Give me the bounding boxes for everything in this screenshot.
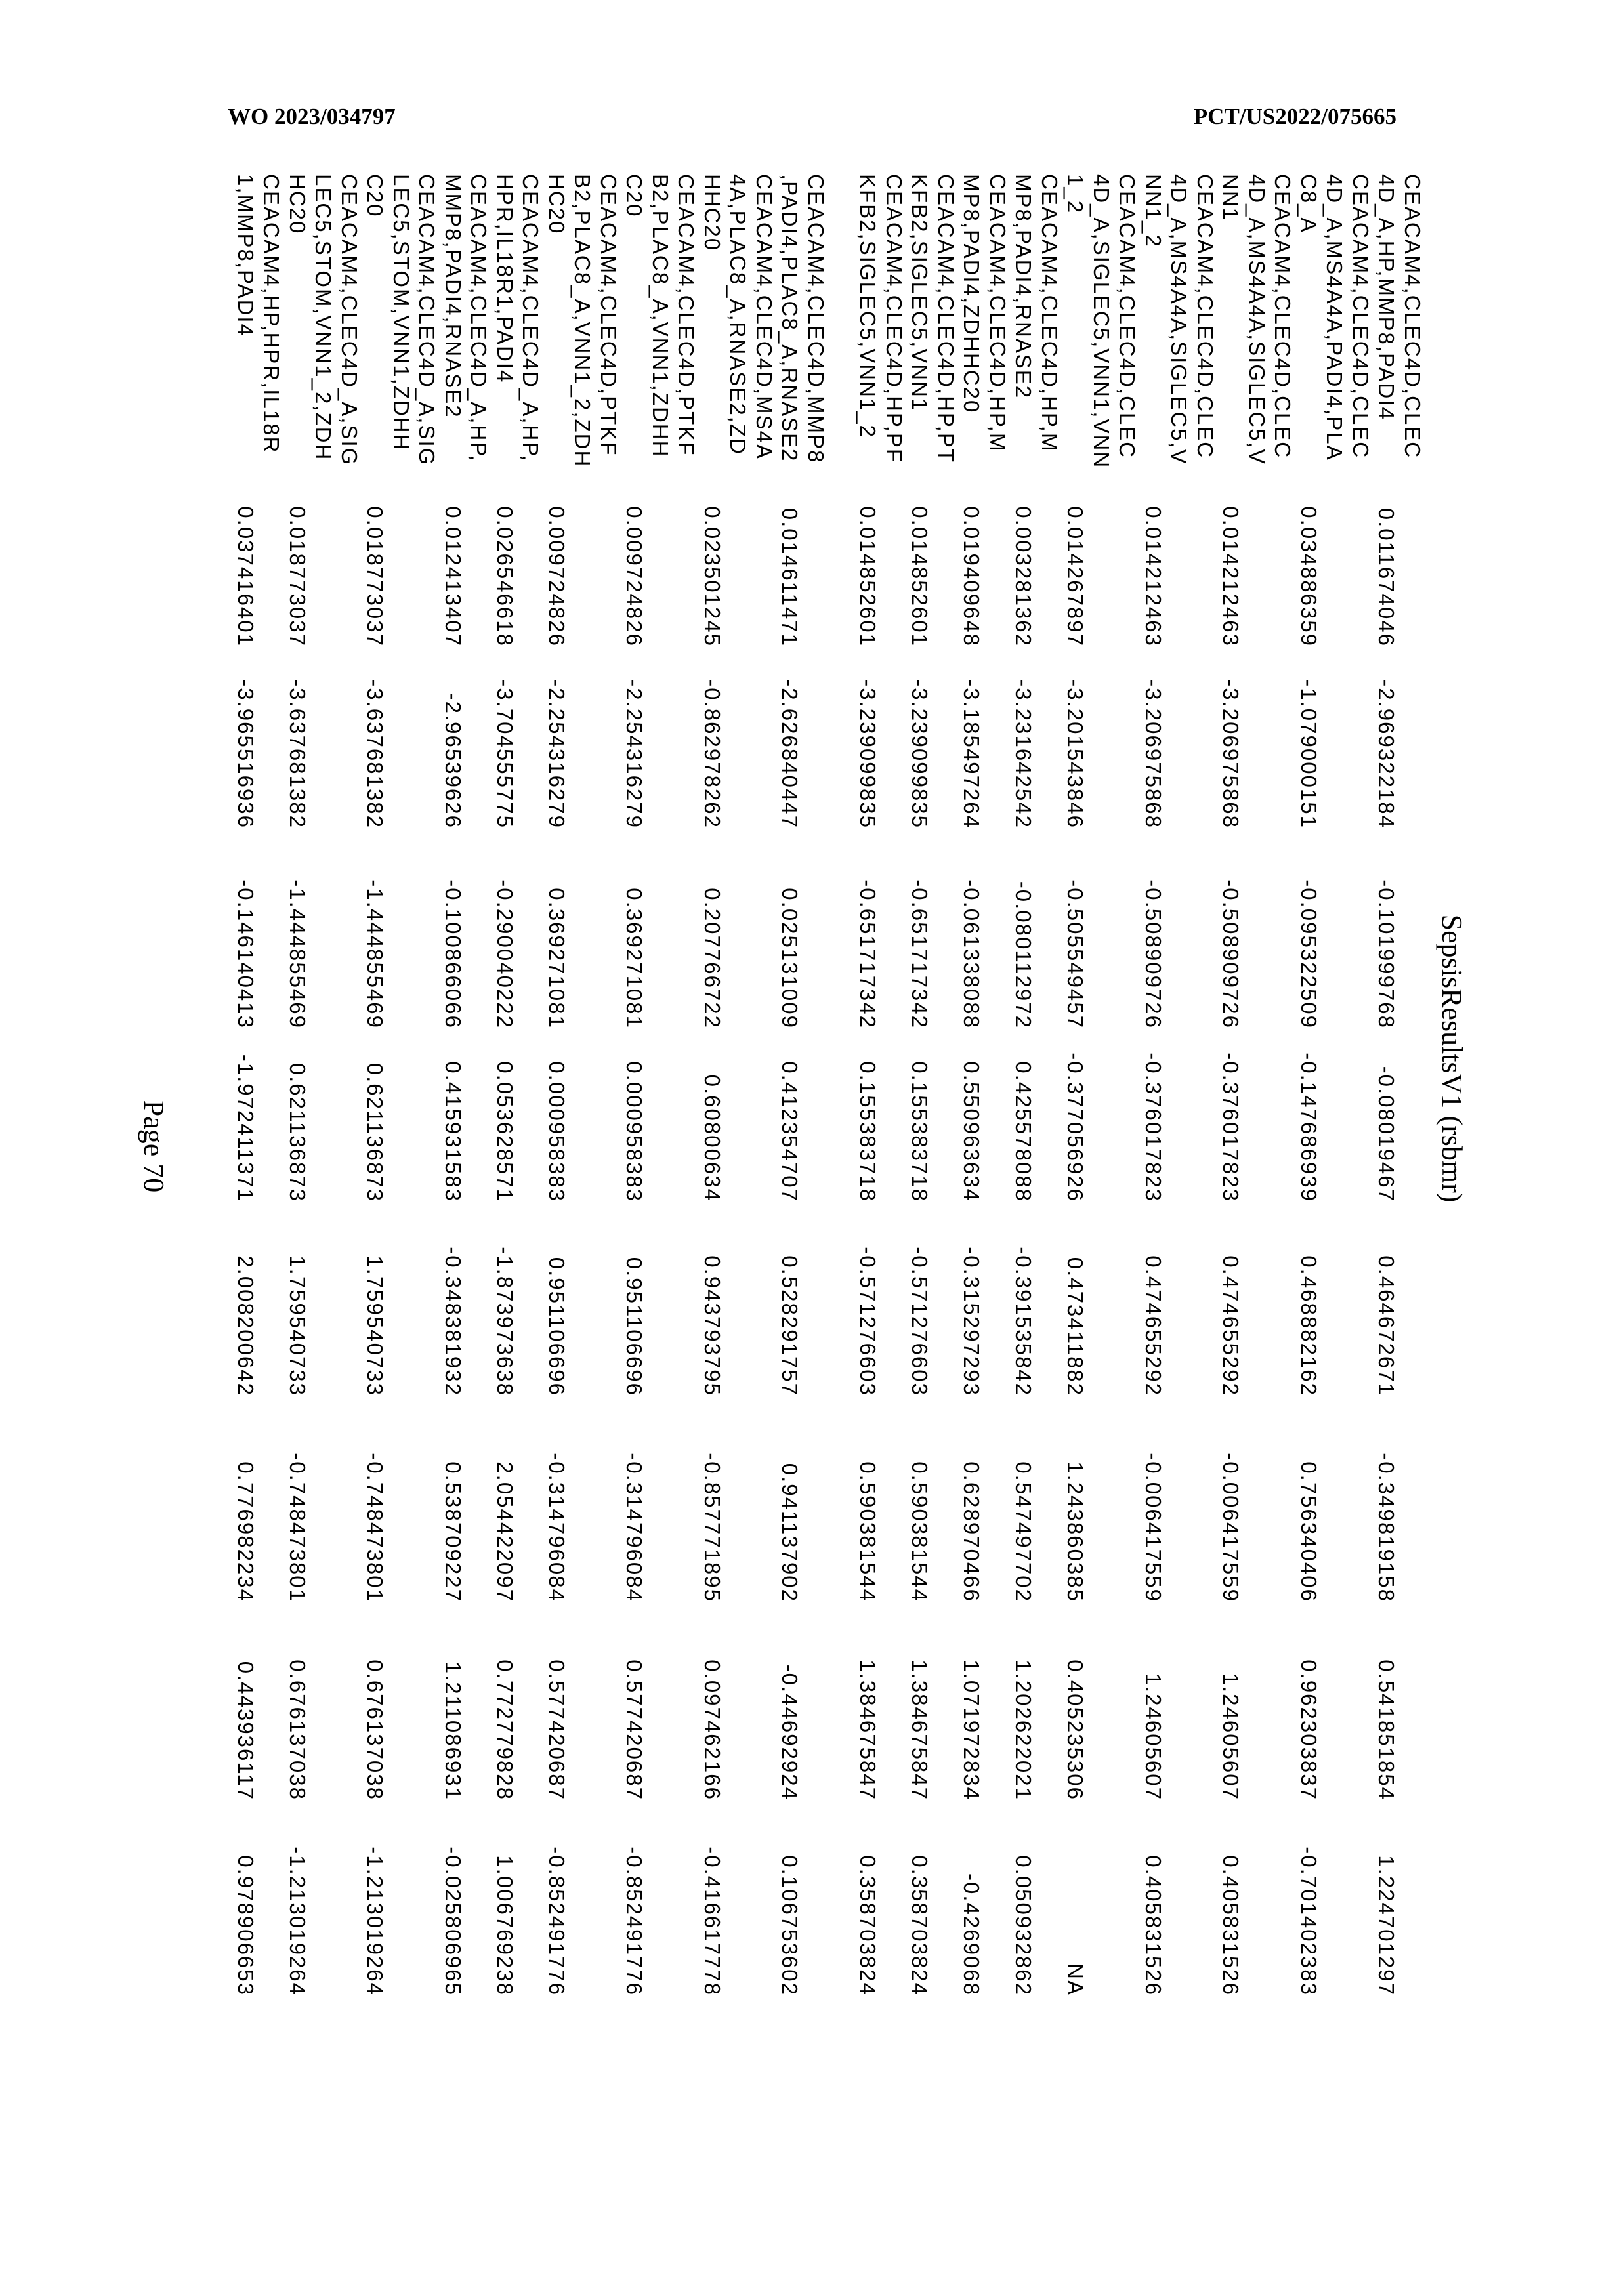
value-cell: -0.862978262: [700, 645, 726, 829]
gene-set-line: CEACAM4,CLEC4D,HP,M: [985, 174, 1011, 502]
application-number: PCT/US2022/075665: [1194, 104, 1396, 130]
value-cell: -3.637681382: [362, 645, 388, 829]
table-row: [1062, 174, 1141, 2011]
gene-set-line: MMP8,PADI4,RNASE2: [440, 174, 467, 502]
value-cell: 0.621136873: [362, 1018, 388, 1202]
value-cell: 0.473411882: [1062, 1213, 1089, 1396]
value-cell: 0.628970466: [959, 1419, 985, 1602]
value-cell: -0.101999768: [1374, 845, 1400, 1029]
value-cell: 0.412354707: [777, 1018, 803, 1202]
value-cell: -0.290040222: [492, 845, 518, 1029]
value-cell: 0.541851854: [1374, 1617, 1400, 1801]
value-cell: 0.011674046: [1374, 463, 1400, 647]
value-cell: 2.054422097: [492, 1419, 518, 1602]
gene-set-line: C20: [362, 174, 388, 502]
gene-set-line: CEACAM4,CLEC4D_A,SIG: [414, 174, 440, 502]
value-cell: 0.053628571: [492, 1018, 518, 1202]
value-cell: -0.377056926: [1062, 1018, 1089, 1202]
gene-set-line: CEACAM4,CLEC4D,CLEC: [1400, 174, 1426, 502]
gene-set-line: CEACAM4,CLEC4D,HP,M: [1037, 174, 1063, 502]
gene-set-cell: [1141, 174, 1219, 502]
value-cell: 0.050932862: [1011, 1812, 1037, 1996]
value-cell: 0.014212463: [1141, 463, 1167, 647]
gene-set-line: MP8,PADI4,ZDHHC20: [959, 174, 985, 502]
value-cell: 0.951106696: [621, 1213, 648, 1396]
value-cell: -0.147686939: [1296, 1018, 1322, 1202]
value-cell: 0.676137038: [285, 1617, 311, 1801]
gene-set-line: CEACAM4,CLEC4D_A,HP,: [466, 174, 492, 502]
table-row: [621, 174, 700, 2011]
value-cell: 1.24605607: [1218, 1617, 1244, 1801]
table-row: [1218, 174, 1296, 2011]
gene-set-cell: [621, 174, 700, 502]
gene-set-cell: [362, 174, 440, 502]
table-row: [777, 174, 829, 2011]
gene-set-line: CEACAM4,HP,HPR,IL18R: [259, 174, 285, 502]
value-cell: 1.384675847: [855, 1617, 881, 1801]
value-cell: 0.621136873: [285, 1018, 311, 1202]
value-cell: 0.369271081: [544, 845, 570, 1029]
value-cell: -0.416617778: [700, 1812, 726, 1996]
gene-set-line: 4D_A,MS4A4A,SIGLEC5,V: [1166, 174, 1192, 502]
value-cell: 1.202622021: [1011, 1617, 1037, 1801]
gene-set-line: CEACAM4,CLEC4D,CLEC: [1192, 174, 1219, 502]
value-cell: 0.358703824: [907, 1812, 933, 1996]
value-cell: 0.405831526: [1141, 1812, 1167, 1996]
value-cell: -0.376017823: [1218, 1018, 1244, 1202]
gene-set-cell: [907, 174, 959, 502]
value-cell: -0.852491776: [621, 1812, 648, 1996]
table-row: [440, 174, 492, 2011]
gene-set-line: ,PADI4,PLAC8_A,RNASE2: [777, 174, 803, 502]
value-cell: 0.425578088: [1011, 1018, 1037, 1202]
gene-set-line: 4D_A,MS4A4A,SIGLEC5,V: [1244, 174, 1270, 502]
gene-set-line: CEACAM4,CLEC4D,PTKF: [596, 174, 622, 502]
table-row: [907, 174, 959, 2011]
table-title: SepsisResultsV1 (rsbmr): [1435, 915, 1469, 1203]
gene-set-line: CEACAM4,CLEC4D_A,SIG: [337, 174, 363, 502]
value-cell: 0.014852601: [907, 463, 933, 647]
value-cell: -0.748473801: [285, 1419, 311, 1602]
value-cell: -0.315297293: [959, 1213, 985, 1396]
value-cell: 0.772779828: [492, 1617, 518, 1801]
gene-set-line: CEACAM4,CLEC4D_A,HP,: [518, 174, 544, 502]
value-cell: -0.080112972: [1011, 845, 1037, 1029]
value-cell: 0.019409648: [959, 463, 985, 647]
value-cell: 0.155383718: [907, 1018, 933, 1202]
value-cell: 0.014611471: [777, 463, 803, 647]
gene-set-line: CEACAM4,CLEC4D,HP,PT: [933, 174, 959, 502]
value-cell: -0.651717342: [907, 845, 933, 1029]
table-row: [362, 174, 440, 2011]
value-cell: 1.211086931: [440, 1617, 467, 1801]
value-cell: 0.962303837: [1296, 1617, 1322, 1801]
value-cell: 0.037416401: [233, 463, 259, 647]
value-cell: 1.006769238: [492, 1812, 518, 1996]
value-cell: 0.106753602: [777, 1812, 803, 1996]
gene-set-line: C8_A: [1296, 174, 1322, 502]
value-cell: -0.4269068: [959, 1812, 985, 1996]
gene-set-cell: [1062, 174, 1141, 502]
value-cell: 0.443936117: [233, 1617, 259, 1801]
gene-set-line: 4D_A,MS4A4A,PADI4,PLA: [1322, 174, 1348, 502]
gene-set-line: KFB2,SIGLEC5,VNN1: [907, 174, 933, 502]
value-cell: -3.206975868: [1218, 645, 1244, 829]
gene-set-line: HHC20: [700, 174, 726, 502]
value-cell: -0.006417559: [1141, 1419, 1167, 1602]
value-cell: 0.590381544: [855, 1419, 881, 1602]
value-cell: 0.026546618: [492, 463, 518, 647]
gene-set-cell: [959, 174, 1011, 502]
value-cell: 0.415931583: [440, 1018, 467, 1202]
gene-set-line: CEACAM4,CLEC4D,MMP8: [803, 174, 830, 502]
value-cell: -0.651717342: [855, 845, 881, 1029]
value-cell: -0.314796084: [544, 1419, 570, 1602]
value-cell: 0.014212463: [1218, 463, 1244, 647]
gene-set-line: MP8,PADI4,RNASE2: [1011, 174, 1037, 502]
gene-set-cell: [440, 174, 492, 502]
gene-set-cell: [233, 174, 285, 502]
gene-set-line: CEACAM4,CLEC4D,CLEC: [1348, 174, 1374, 502]
page-number: Page 70: [137, 1100, 171, 1193]
gene-set-cell: [855, 174, 907, 502]
value-cell: 0.009724826: [621, 463, 648, 647]
value-cell: NA: [1062, 1812, 1089, 1996]
value-cell: -3.704555775: [492, 645, 518, 829]
value-cell: -1.213019264: [285, 1812, 311, 1996]
value-cell: 0.155383718: [855, 1018, 881, 1202]
publication-number: WO 2023/034797: [228, 104, 396, 130]
value-cell: 0.538709227: [440, 1419, 467, 1602]
value-cell: 0.590381544: [907, 1419, 933, 1602]
gene-set-line: CEACAM4,CLEC4D,PTKF: [673, 174, 700, 502]
value-cell: -0.025806965: [440, 1812, 467, 1996]
value-cell: 0.018773037: [362, 463, 388, 647]
value-cell: 0.023501245: [700, 463, 726, 647]
gene-set-line: NN1_2: [1141, 174, 1167, 502]
value-cell: 1.224701297: [1374, 1812, 1400, 1996]
gene-set-line: NN1: [1218, 174, 1244, 502]
value-cell: 0.405831526: [1218, 1812, 1244, 1996]
value-cell: -3.637681382: [285, 645, 311, 829]
value-cell: -0.391535842: [1011, 1213, 1037, 1396]
value-cell: -2.254316279: [621, 645, 648, 829]
value-cell: -0.505549457: [1062, 845, 1089, 1029]
value-cell: 0.577420687: [621, 1617, 648, 1801]
value-cell: 0.003281362: [1011, 463, 1037, 647]
table-row: [1296, 174, 1374, 2011]
value-cell: -0.571276603: [855, 1213, 881, 1396]
value-cell: -2.969322184: [1374, 645, 1400, 829]
value-cell: -3.201543846: [1062, 645, 1089, 829]
gene-set-line: CEACAM4,CLEC4D,CLEC: [1270, 174, 1296, 502]
gene-set-line: CEACAM4,CLEC4D,CLEC: [1114, 174, 1141, 502]
gene-set-line: KFB2,SIGLEC5,VNN1_2: [855, 174, 881, 502]
table-row: [959, 174, 1011, 2011]
gene-set-line: 4D_A,HP,MMP8,PADI4: [1374, 174, 1400, 502]
value-cell: 0.978906653: [233, 1812, 259, 1996]
table-row: [233, 174, 285, 2011]
value-cell: -1.444855469: [362, 845, 388, 1029]
value-cell: -1.444855469: [285, 845, 311, 1029]
gene-set-line: CEACAM4,CLEC4D,HP,PF: [881, 174, 908, 502]
gene-set-line: 1,MMP8,PADI4: [233, 174, 259, 502]
value-cell: 0.034886359: [1296, 463, 1322, 647]
value-cell: -0.146140413: [233, 845, 259, 1029]
value-cell: 1.384675847: [907, 1617, 933, 1801]
value-cell: 0.756340406: [1296, 1419, 1322, 1602]
value-cell: 0.550963634: [959, 1018, 985, 1202]
value-cell: 1.071972834: [959, 1617, 985, 1801]
table-row: [855, 174, 907, 2011]
value-cell: -3.231642542: [1011, 645, 1037, 829]
gene-set-cell: [1218, 174, 1296, 502]
gene-set-line: B2,PLAC8_A,VNN1,ZDHH: [648, 174, 674, 502]
value-cell: 0.941137902: [777, 1419, 803, 1602]
gene-set-cell: [492, 174, 544, 502]
gene-set-line: HC20: [285, 174, 311, 502]
rotated-table-page: [131, 164, 1483, 2211]
value-cell: 0.405235306: [1062, 1617, 1089, 1801]
value-cell: -0.095322509: [1296, 845, 1322, 1029]
value-cell: -0.08019467: [1374, 1018, 1400, 1202]
table-row: [492, 174, 544, 2011]
gene-set-line: 4A,PLAC8_A,RNASE2,ZD: [725, 174, 751, 502]
gene-set-line: LEC5,STOM,VNN1_2,ZDH: [310, 174, 337, 502]
value-cell: -3.206975868: [1141, 645, 1167, 829]
value-cell: 0.60800634: [700, 1018, 726, 1202]
gene-set-line: LEC5,STOM,VNN1,ZDHH: [388, 174, 415, 502]
value-cell: -0.852491776: [544, 1812, 570, 1996]
value-cell: -0.508909726: [1141, 845, 1167, 1029]
value-cell: 0.369271081: [621, 845, 648, 1029]
value-cell: -0.857771895: [700, 1419, 726, 1602]
gene-set-cell: [777, 174, 829, 502]
table-row: [1374, 174, 1425, 2011]
value-cell: -1.873973638: [492, 1213, 518, 1396]
value-cell: 0.676137038: [362, 1617, 388, 1801]
value-cell: -0.748473801: [362, 1419, 388, 1602]
value-cell: -0.508909726: [1218, 845, 1244, 1029]
value-cell: 1.759540733: [362, 1213, 388, 1396]
gene-set-cell: [544, 174, 622, 502]
value-cell: -0.44692924: [777, 1617, 803, 1801]
table-row: [544, 174, 622, 2011]
value-cell: 0.018773037: [285, 463, 311, 647]
value-cell: 0.547497702: [1011, 1419, 1037, 1602]
value-cell: 0.468882162: [1296, 1213, 1322, 1396]
value-cell: -3.239099835: [907, 645, 933, 829]
value-cell: 0.474655292: [1218, 1213, 1244, 1396]
table-row: [1011, 174, 1062, 2011]
value-cell: -2.254316279: [544, 645, 570, 829]
value-cell: -2.626840447: [777, 645, 803, 829]
table-row: [700, 174, 778, 2011]
value-cell: 0.358703824: [855, 1812, 881, 1996]
gene-set-line: HPR,IL18R1,PADI4: [492, 174, 518, 502]
value-cell: 0.014852601: [855, 463, 881, 647]
results-table: [233, 174, 1426, 2011]
value-cell: -0.571276603: [907, 1213, 933, 1396]
value-cell: 0.207766722: [700, 845, 726, 1029]
gene-set-cell: [700, 174, 778, 502]
value-cell: 0.025131009: [777, 845, 803, 1029]
value-cell: 0.012413407: [440, 463, 467, 647]
value-cell: 0.009724826: [544, 463, 570, 647]
value-cell: 0.097462166: [700, 1617, 726, 1801]
value-cell: 0.776982234: [233, 1419, 259, 1602]
gene-set-line: HC20: [544, 174, 570, 502]
value-cell: 0.577420687: [544, 1617, 570, 1801]
value-cell: 0.014267897: [1062, 463, 1089, 647]
gene-set-line: B2,PLAC8_A,VNN1_2,ZDH: [570, 174, 596, 502]
value-cell: -3.965516936: [233, 645, 259, 829]
value-cell: -0.701402383: [1296, 1812, 1322, 1996]
gene-set-line: CEACAM4,CLEC4D,MS4A: [751, 174, 778, 502]
value-cell: 1.243860385: [1062, 1419, 1089, 1602]
gene-set-line: 4D_A,SIGLEC5,VNN1,VNN: [1089, 174, 1115, 502]
gene-set-cell: [1374, 174, 1425, 502]
value-cell: -0.061338088: [959, 845, 985, 1029]
value-cell: -1.972411371: [233, 1018, 259, 1202]
table-row: [1141, 174, 1219, 2011]
value-cell: 0.464672671: [1374, 1213, 1400, 1396]
value-cell: -1.213019264: [362, 1812, 388, 1996]
gene-set-cell: [285, 174, 363, 502]
gene-set-cell: [1011, 174, 1062, 502]
gene-set-line: 1_2: [1062, 174, 1089, 502]
value-cell: 0.528291757: [777, 1213, 803, 1396]
value-cell: 0.943793795: [700, 1213, 726, 1396]
gene-set-line: C20: [621, 174, 648, 502]
table-row: [285, 174, 363, 2011]
value-cell: -2.96539626: [440, 645, 467, 829]
value-cell: -1.079000151: [1296, 645, 1322, 829]
value-cell: -0.314796084: [621, 1419, 648, 1602]
value-cell: 0.000958383: [621, 1018, 648, 1202]
value-cell: -0.348381932: [440, 1213, 467, 1396]
value-cell: 2.008200642: [233, 1213, 259, 1396]
value-cell: 0.474655292: [1141, 1213, 1167, 1396]
value-cell: 1.759540733: [285, 1213, 311, 1396]
value-cell: 0.000958383: [544, 1018, 570, 1202]
value-cell: -0.100866066: [440, 845, 467, 1029]
value-cell: 1.24605607: [1141, 1617, 1167, 1801]
value-cell: -0.349819158: [1374, 1419, 1400, 1602]
value-cell: -3.239099835: [855, 645, 881, 829]
value-cell: -3.185497264: [959, 645, 985, 829]
value-cell: -0.376017823: [1141, 1018, 1167, 1202]
gene-set-cell: [1296, 174, 1374, 502]
value-cell: 0.951106696: [544, 1213, 570, 1396]
value-cell: -0.006417559: [1218, 1419, 1244, 1602]
